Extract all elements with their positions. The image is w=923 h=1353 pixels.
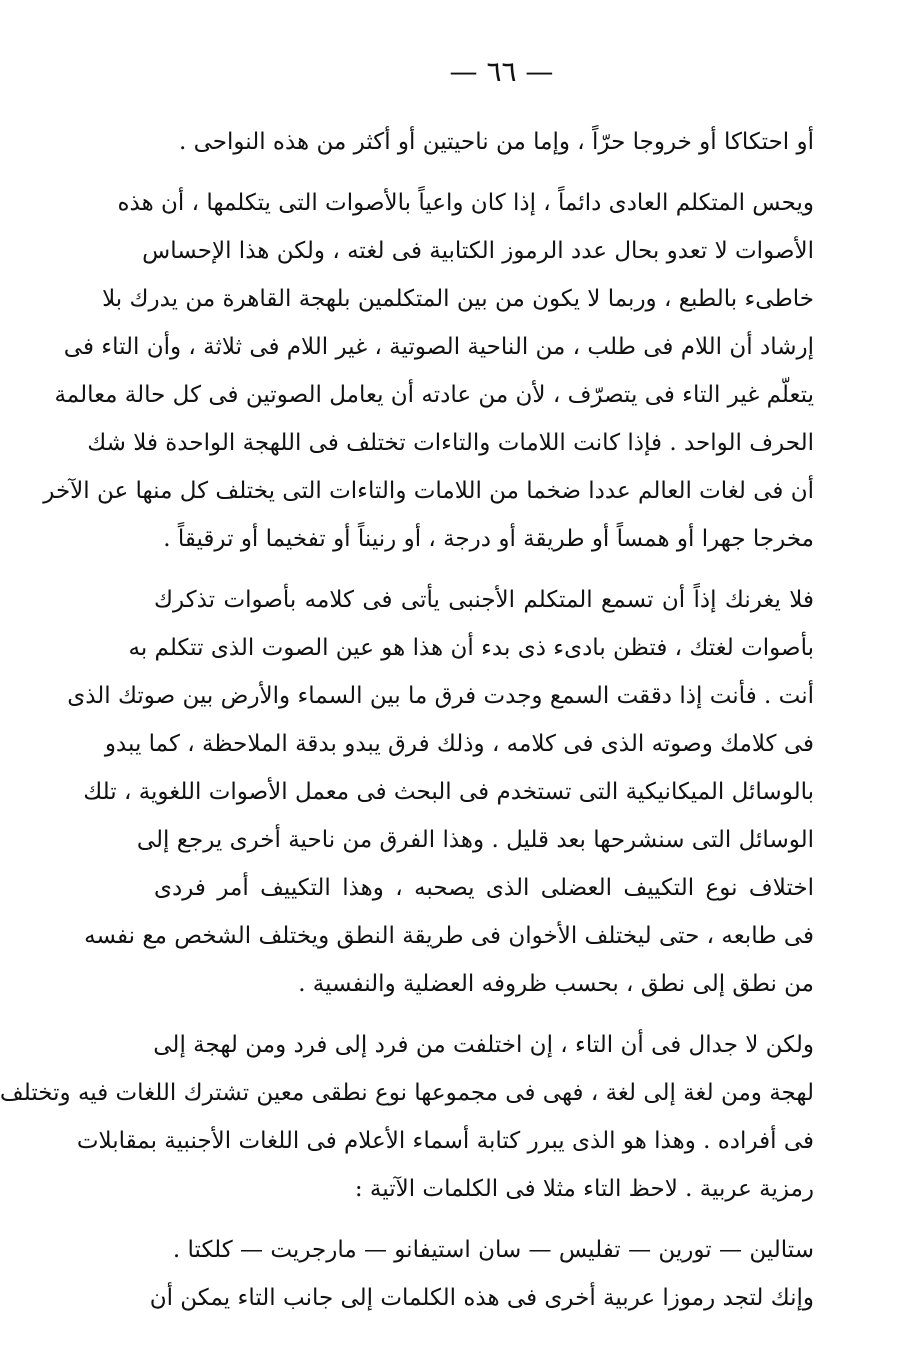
text-line: الوسائل التى سنشرحها بعد قليل . وهذا الفرق من ناحية أخرى يرجع إلى (136, 827, 814, 853)
text-line: خاطىء بالطبع ، وربما لا يكون من بين المتكلمين بلهجة القاهرة من يدرك بلا (102, 286, 814, 312)
text-line: من نطق إلى نطق ، بحسب ظروفه العضلية والنفسية . (298, 971, 814, 997)
text-line: أنت . فأنت إذا دققت السمع وجدت فرق ما بين السماء والأرض بين صوتك الذى (67, 683, 814, 709)
text-line: رمزية عربية . لاحظ التاء مثلا فى الكلمات الآتية : (354, 1176, 814, 1202)
paragraph-spacer (154, 563, 814, 576)
text-line: بأصوات لغتك ، فتظن بادىء ذى بدء أن هذا هو عين الصوت الذى تتكلم به (128, 635, 814, 661)
text-line: إرشاد أن اللام فى طلب ، من الناحية الصوتية ، غير اللام فى ثلاثة ، وأن التاء فى (63, 334, 814, 360)
text-line: ويحس المتكلم العادى دائماً ، إذا كان واعياً بالأصوات التى يتكلمها ، أن هذه (117, 190, 814, 216)
text-line: أو احتكاكا أو خروجا حرّاً ، وإما من ناحيتين أو أكثر من هذه النواحى . (179, 129, 814, 155)
text-line: فى أفراده . وهذا هو الذى يبرر كتابة أسماء الأعلام فى اللغات الأجنبية بمقابلات (76, 1128, 814, 1154)
text-line: فى كلامك وصوته الذى فى كلامه ، وذلك فرق يبدو بدقة الملاحظة ، كما يبدو (104, 731, 814, 757)
page-number: — ٦٦ — (449, 55, 554, 88)
word-list (154, 1226, 814, 1274)
text-line: اختلاف نوع التكييف العضلى الذى يصحبه ، وهذا التكييف أمر فردى (154, 875, 814, 901)
text-line: الأصوات لا تعدو بحال عدد الرموز الكتابية فى لغته ، ولكن هذا الإحساس (142, 238, 814, 264)
text-line: يتعلّم غير التاء فى يتصرّف ، لأن من عادته أن يعامل الصوتين فى كل حالة معالمة (54, 382, 814, 408)
paragraph (43, 179, 814, 563)
paragraph (0, 1021, 814, 1213)
text-line: الحرف الواحد . فإذا كانت اللامات والتاءات تختلف فى اللهجة الواحدة فلا شك (87, 430, 814, 456)
page-body (0, 118, 814, 1322)
text-line: ولكن لا جدال فى أن التاء ، إن اختلفت من فرد إلى فرد ومن لهجة إلى (153, 1032, 814, 1058)
paragraph-spacer (154, 1008, 814, 1021)
text-line: وإنك لتجد رموزا عربية أخرى فى هذه الكلمات إلى جانب التاء يمكن أن (149, 1285, 814, 1311)
text-line: فى طابعه ، حتى ليختلف الأخوان فى طريقة النطق ويختلف الشخص مع نفسه (84, 923, 814, 949)
paragraph-spacer (154, 166, 814, 179)
text-line: ستالين — تورين — تفليس — سان استيفانو — مارجريت — كلكتا . (172, 1237, 814, 1263)
text-line: لهجة ومن لغة إلى لغة ، فهى فى مجموعها نوع نطقى معين تشترك اللغات فيه وتختلف (0, 1080, 814, 1106)
text-line: مخرجا جهرا أو همساً أو طريقة أو درجة ، أو رنيناً أو تفخيما أو ترقيقاً . (163, 526, 814, 552)
text-line: فلا يغرنك إذاً أن تسمع المتكلم الأجنبى يأتى فى كلامه بأصوات تذكرك (154, 587, 814, 613)
paragraph (154, 118, 814, 166)
paragraph (149, 1274, 814, 1322)
paragraph-spacer (154, 1213, 814, 1226)
paragraph (67, 576, 814, 1008)
text-line: بالوسائل الميكانيكية التى تستخدم فى البحث فى معمل الأصوات اللغوية ، تلك (83, 779, 814, 805)
text-line: أن فى لغات العالم عددا ضخما من اللامات والتاءات التى يختلف كل منها عن الآخر (43, 478, 814, 504)
